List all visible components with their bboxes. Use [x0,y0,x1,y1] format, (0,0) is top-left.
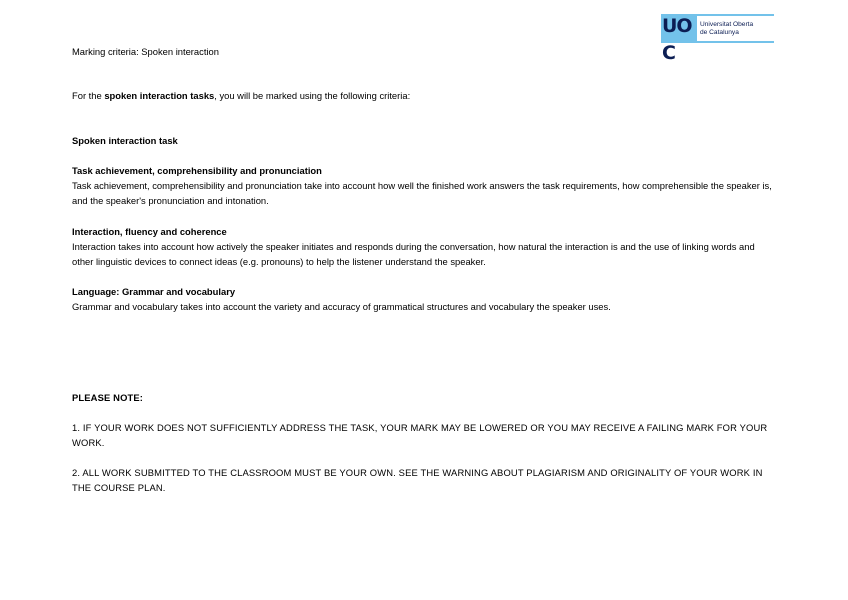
uoc-logo-line2: de Catalunya [700,28,739,36]
note-item: 2. ALL WORK SUBMITTED TO THE CLASSROOM MUST BE YOUR OWN. SEE THE WARNING ABOUT PLAGIARISM AND ORIGINALITY OF YOUR WORK IN THE COURSE PLAN. [72,467,763,493]
criterion-heading: Task achievement, comprehensibility and pronunciation [72,165,322,176]
uoc-logo-line1: Universitat Oberta [700,20,754,28]
uoc-logo-mark-text: UOC [662,15,692,64]
criterion-text: Interaction takes into account how actively the speaker initiates and responds during the conversation, how natural the interaction is and the use of linking words and other linguistic devices to connect ideas (e.g. pronouns) to help the listener understand the speaker. [72,241,755,267]
intro-text-before: For the [72,90,105,101]
uoc-logo-mark [661,14,697,64]
page-title: Marking criteria: Spoken interaction [72,46,219,57]
intro-text-bold: spoken interaction tasks [104,90,215,101]
criterion-section [72,224,772,269]
intro-paragraph [72,88,772,103]
intro-text-after: , you will be marked using the following criteria: [214,90,411,101]
criterion-text: Task achievement, comprehensibility and pronunciation take into account how well the finished work answers the task requirements, how comprehensible the speaker is, and the speaker's pronunciation and intonation. [72,180,772,206]
criterion-heading: Language: Grammar and vocabulary [72,286,236,297]
task-heading: Spoken interaction task [72,135,178,146]
note-heading: PLEASE NOTE: [72,392,144,403]
criterion-section [72,284,772,314]
uoc-logo-wordmark [697,14,774,43]
uoc-logo [661,14,774,64]
note-item: 1. IF YOUR WORK DOES NOT SUFFICIENTLY ADDRESS THE TASK, YOUR MARK MAY BE LOWERED OR YOU MAY RECEIVE A FAILING MARK FOR YOUR WORK. [72,422,768,448]
criterion-text: Grammar and vocabulary takes into account the variety and accuracy of grammatical structures and vocabulary the speaker uses. [72,301,611,312]
criterion-section [72,163,772,208]
criterion-heading: Interaction, fluency and coherence [72,226,227,237]
